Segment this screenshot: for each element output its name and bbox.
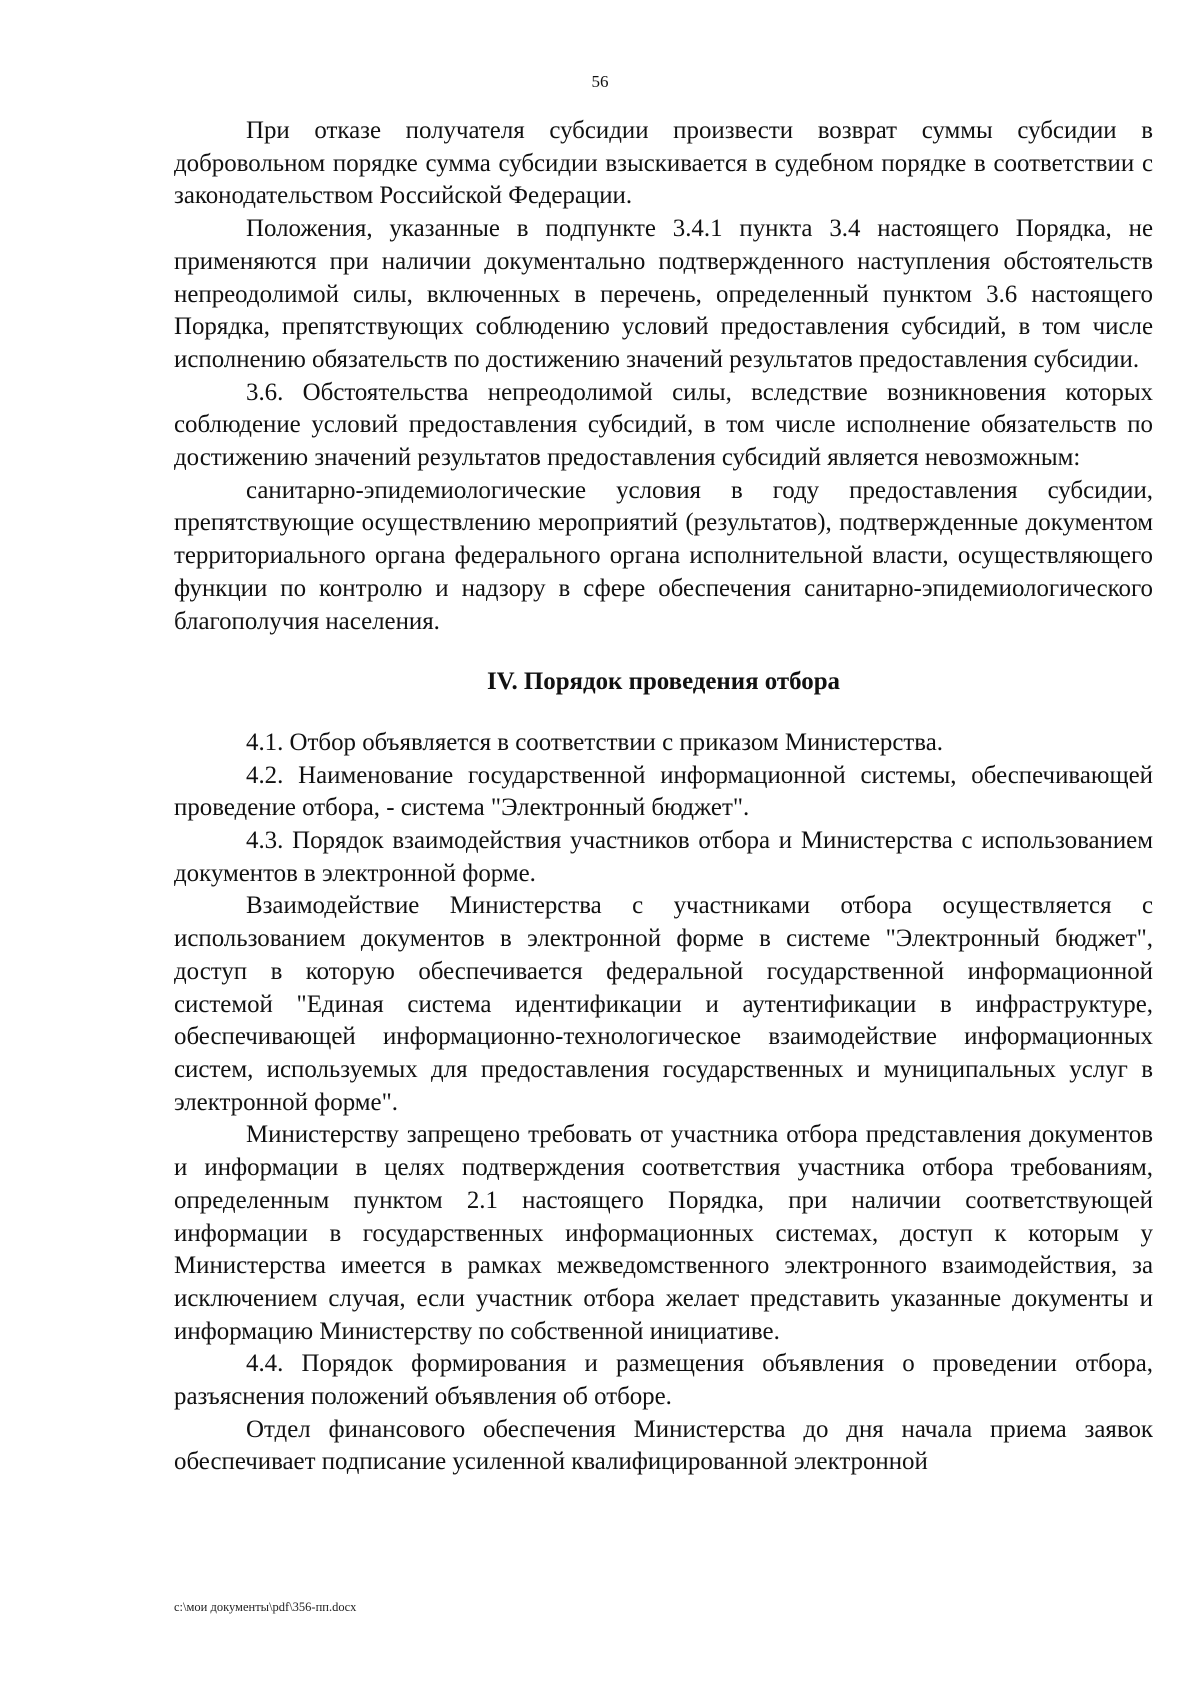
paragraph: 3.6. Обстоятельства непреодолимой силы, вследствие возникновения которых соблюдение условий предоставления субсидий, в том числе исполнение обязательств по достижению значений результатов предоставления субсидий является невозможным: [174, 378, 1153, 472]
paragraph: При отказе получателя субсидии произвести возврат суммы субсидии в добровольном порядке сумма субсидии взыскивается в судебном порядке в соответствии с законодательством Российской Федерации. [174, 117, 1153, 210]
paragraph: 4.4. Порядок формирования и размещения объявления о проведении отбора, разъяснения положений объявления об отборе. [174, 1350, 1153, 1411]
paragraph: 4.2. Наименование государственной информационной системы, обеспечивающей проведение отбора, - система "Электронный бюджет". [174, 761, 1153, 822]
page-number: 56 [591, 72, 609, 91]
footer-file-path: c:\мои документы\pdf\356-пп.docx [174, 1600, 357, 1614]
paragraph: Положения, указанные в подпункте 3.4.1 пункта 3.4 настоящего Порядка, не применяются при наличии документально подтвержденного наступления обстоятельств непреодолимой силы, включенных в перечень, определенный пунктом 3.6 настоящего Порядка, препятствующих соблюдению условий предоставления субсидий, в том числе исполнению обязательств по достижению значений результатов предоставления субсидии. [174, 215, 1153, 373]
section-heading: IV. Порядок проведения отбора [487, 668, 840, 696]
paragraph: санитарно-эпидемиологические условия в году предоставления субсидии, препятствующие осуществлению мероприятий (результатов), подтвержденные документом территориального органа федерального органа исполнительной власти, осуществляющего функции по контролю и надзору в сфере обеспечения санитарно-эпидемиологического благополучия населения. [174, 476, 1153, 635]
paragraph: 4.3. Порядок взаимодействия участников отбора и Министерства с использованием документов в электронной форме. [174, 827, 1153, 887]
paragraph: Взаимодействие Министерства с участниками отбора осуществляется с использованием документов в электронной форме в системе "Электронный бюджет", доступ в которую обеспечивается федеральной государственной информационной системой "Единая система идентификации и аутентификации в инфраструктуре, обеспечивающей информационно-технологическое взаимодействие информационных систем, используемых для предоставления государственных и муниципальных услуг в электронной форме". [174, 892, 1153, 1116]
paragraph: 4.1. Отбор объявляется в соответствии с приказом Министерства. [246, 728, 943, 756]
paragraph: Министерству запрещено требовать от участника отбора представления документов и информации в целях подтверждения соответствия участника отбора требованиям, определенным пунктом 2.1 настоящего Порядка, при наличии соответствующей информации в государственных информационных системах, доступ к которым у Министерства имеется в рамках межведомственного электронного взаимодействия, за исключением случая, если участник отбора желает представить указанные документы и информацию Министерству по собственной инициативе. [174, 1121, 1153, 1345]
document-body [174, 115, 1153, 1479]
paragraph: Отдел финансового обеспечения Министерства до дня начала приема заявок обеспечивает подписание усиленной квалифицированной электронной [174, 1415, 1153, 1476]
